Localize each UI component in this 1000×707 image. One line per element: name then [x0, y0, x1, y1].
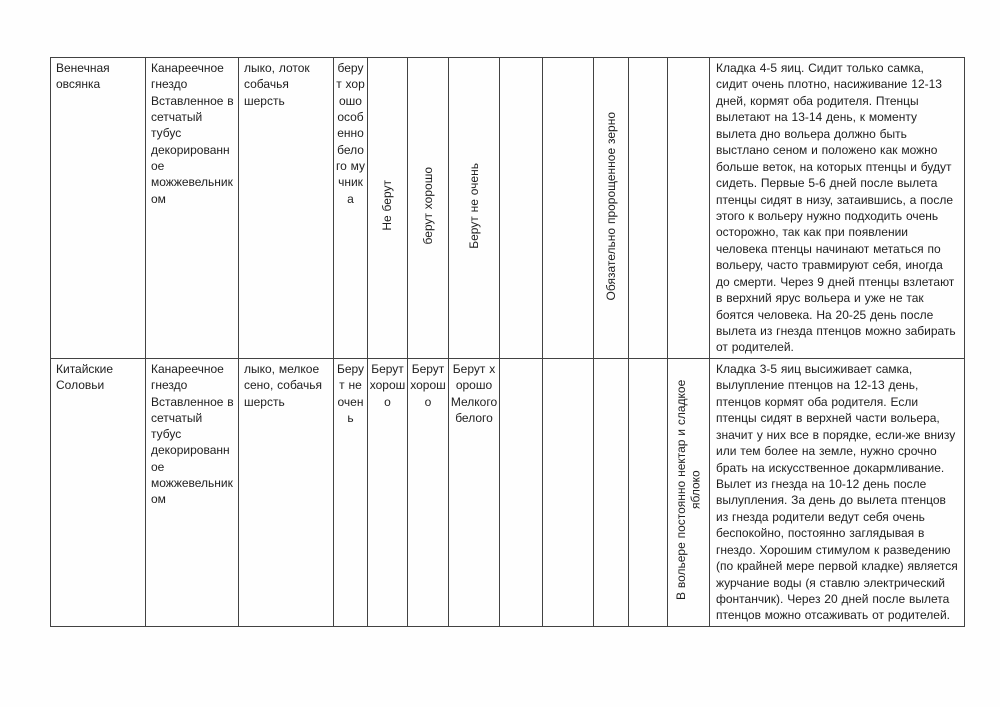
vertical-text-label: Обязательно пророщенное зерно: [603, 111, 618, 300]
vertical-text-label: В вольере постоянно нектар и сладкое яблоко: [674, 380, 703, 601]
food-note-cell-5: [500, 58, 543, 359]
breeding-notes-cell: Кладка 3-5 яиц высиживает самка, вылупление птенцов на 12-13 день, птенцов кормят оба родителя. Если птенцы сидят в верхней части вольера, значит у них все в порядке, если-же внизу или тем более на земле, нужно срочно брать на искусственное докармливание. Вылет из гнезда на 10-12 день после вылупления. За день до вылета птенцов из гнезда родители ведут себя очень беспокойно, постоянно заглядывая в гнездо. Хорошим стимулом к разведению (по крайней мере первой кладке) является журчание воды (я ставлю электрический фонтанчик). Через 20 дней после вылета птенцов можно отсаживать от родителей.: [710, 358, 965, 626]
food-note-cell-8: [629, 358, 668, 626]
bird-name-cell: Китайские Соловьи: [51, 358, 146, 626]
vertical-text-label: Берут не очень: [466, 162, 481, 249]
food-note-cell-2: [368, 58, 408, 359]
vertical-text-label: берут хорошо: [420, 167, 435, 245]
table-row-pekin-robin: [51, 358, 965, 626]
food-note-cell-4: Берут хорошо Мелкого белого: [449, 358, 500, 626]
vertical-text-label: Не берут: [380, 180, 395, 232]
food-note-cell-5: [500, 358, 543, 626]
nest-type-cell: Канареечное гнездо Вставленное в сетчатый тубус декорированное можжевельником: [146, 58, 239, 359]
table-row-crested-bunting: [51, 58, 965, 359]
nest-material-cell: лыко, лоток собачья шерсть: [239, 58, 334, 359]
food-note-cell-3: [408, 58, 449, 359]
food-note-cell-6: [543, 358, 594, 626]
nest-material-cell: лыко, мелкое сено, собачья шерсть: [239, 358, 334, 626]
bird-breeding-table: [50, 57, 965, 627]
food-note-cell-6: [543, 58, 594, 359]
breeding-notes-cell: Кладка 4-5 яиц. Сидит только самка, сидит очень плотно, насиживание 12-13 дней, кормят оба родителя. Птенцы вылетают на 13-14 день, к моменту вылета дно вольера должно быть выстлано сеном и положено как можно больше веток, на которых птенцы и будут сидеть. Первые 5-6 дней после вылета птенцы сидят в низу, затаившись, а после этого к вольеру нужно подходить очень осторожно, так как при появлении человека птенцы начинают метаться по вольеру, часто травмируют себя, иногда до смерти. Через 9 дней птенцы взлетают в верхний ярус вольера и уже не так боятся человека. На 20-25 день после вылета из гнезда птенцов можно забирать от родителей.: [710, 58, 965, 359]
nest-type-cell: Канареечное гнездо Вставленное в сетчатый тубус декорированное можжевельником: [146, 358, 239, 626]
food-note-cell-7: [594, 358, 629, 626]
food-note-cell-9: [668, 58, 710, 359]
food-note-cell-1: берут хорошо особенно белого мучника: [334, 58, 368, 359]
food-note-cell-2: Берут хорошо: [368, 358, 408, 626]
food-note-cell-9: [668, 358, 710, 626]
food-note-cell-8: [629, 58, 668, 359]
food-note-cell-1: Берут не очень: [334, 358, 368, 626]
food-note-cell-3: Берут хорошо: [408, 358, 449, 626]
food-note-cell-7: [594, 58, 629, 359]
food-note-cell-4: [449, 58, 500, 359]
bird-name-cell: Венечная овсянка: [51, 58, 146, 359]
